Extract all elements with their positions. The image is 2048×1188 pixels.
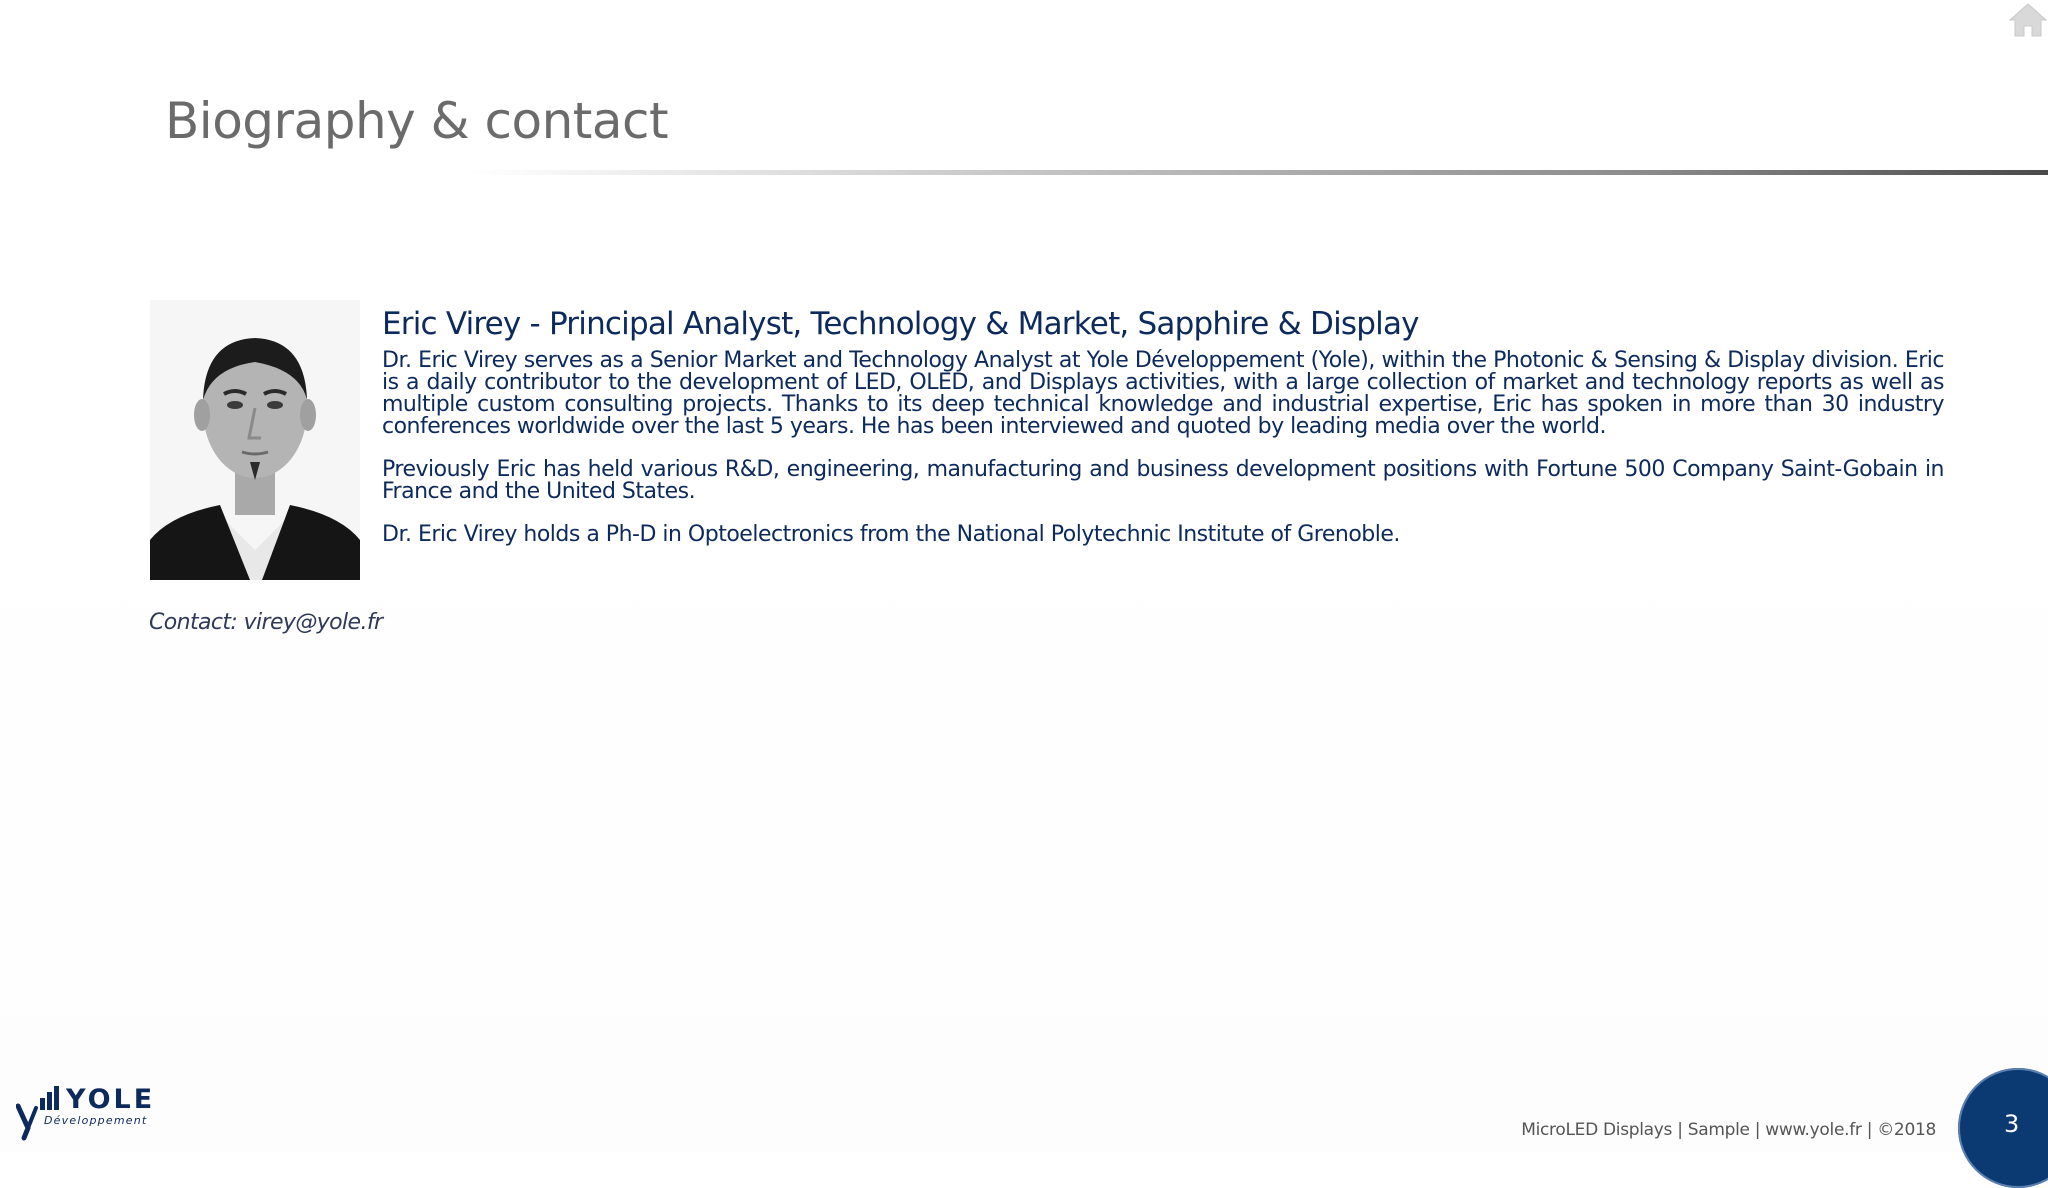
page-number: 3 [2004,1110,2020,1138]
yole-logo [16,1076,156,1142]
profile-photo [150,300,360,580]
bio-paragraph: Previously Eric has held various R&D, engineering, manufacturing and business development positions with Fortune 500 Company Saint-Gobain in France and the United States. [382,457,1944,504]
logo-subtitle: Développement [44,1114,148,1127]
logo-wordmark: YOLE [66,1084,156,1115]
contact-email[interactable]: Contact: virey@yole.fr [149,610,383,635]
footer-text: MicroLED Displays | Sample | www.yole.fr | ©2018 [1521,1120,1936,1140]
title-divider [470,170,2048,175]
bio-heading: Eric Virey - Principal Analyst, Technology & Market, Sapphire & Display [382,306,1419,342]
bio-body [382,350,1944,567]
home-icon [2008,0,2048,38]
bio-paragraph: Dr. Eric Virey holds a Ph-D in Optoelectronics from the National Polytechnic Institute of Grenoble. [382,522,1400,547]
bio-paragraph: Dr. Eric Virey serves as a Senior Market and Technology Analyst at Yole Développement (Yole), within the Photonic & Sensing & Display division. Eric is a daily contributor to the development of LED, OLED, and Displays activities, with a large collection of market and technology reports as well as multiple custom consulting projects. Thanks to its deep technical knowledge and industrial expertise, Eric has spoken in more than 30 industry conferences worldwide over the last 5 years. He has been interviewed and quoted by leading media over the world. [382,348,1944,439]
home-button[interactable] [2008,0,2048,38]
page-title: Biography & contact [165,92,669,150]
